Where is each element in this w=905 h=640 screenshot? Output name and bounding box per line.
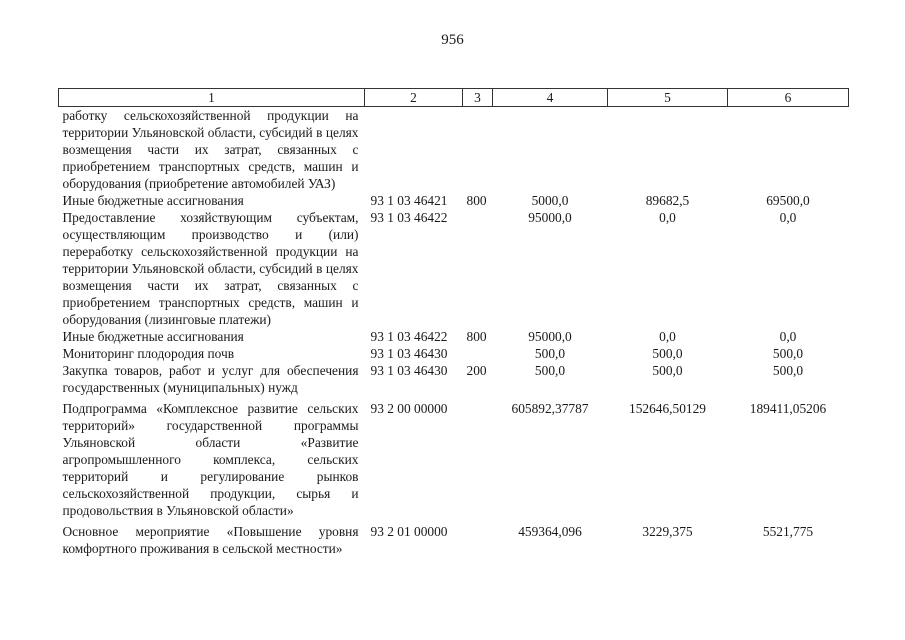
row-value-2: 3229,375 [642, 524, 693, 539]
row-expense-type: 200 [466, 363, 487, 378]
row-value-2: 0,0 [659, 210, 676, 225]
row-value-3: 500,0 [772, 346, 804, 361]
row-value-3: 0,0 [779, 210, 797, 225]
table-row [59, 107, 849, 193]
row-expense-type: 800 [466, 193, 487, 208]
header-col-5: 5 [608, 89, 728, 107]
row-expense-type [463, 107, 493, 193]
row-value-3: 500,0 [772, 363, 804, 378]
header-col-2: 2 [365, 89, 463, 107]
row-description: Мониторинг плодородия почв [62, 346, 235, 361]
row-value-1: 5000,0 [531, 193, 569, 208]
row-code: 93 1 03 46422 [370, 329, 448, 344]
row-code: 93 2 00 00000 [370, 401, 448, 416]
row-value-3: 189411,05206 [749, 401, 827, 416]
row-value-2: 500,0 [652, 363, 683, 378]
row-value-3: 0,0 [779, 329, 797, 344]
row-value-1: 605892,37787 [511, 401, 589, 416]
row-expense-type [463, 400, 493, 523]
header-col-1: 1 [59, 89, 365, 107]
table-row [59, 209, 849, 328]
table-row [59, 400, 849, 523]
header-col-3: 3 [463, 89, 493, 107]
row-value-2: 89682,5 [645, 193, 690, 208]
row-value-2: 500,0 [652, 346, 683, 361]
row-code [365, 107, 463, 193]
row-description: Иные бюджетные ассигнования [62, 329, 244, 344]
row-value-3: 69500,0 [766, 193, 810, 208]
row-value-1: 459364,096 [518, 524, 582, 539]
table-row [59, 345, 849, 362]
row-value-1 [493, 107, 608, 193]
row-value-2: 0,0 [659, 329, 676, 344]
row-description: Подпрограмма «Комплексное развитие сельских территорий» государственной программы Ульяновской области «Развитие агропромышленного комплекса, сельских территорий и регулирование рынков сельскохозяйственной продукции, сырья и продовольствия в Ульяновской области» [62, 401, 359, 518]
header-col-6: 6 [728, 89, 849, 107]
row-description: Основное мероприятие «Повышение уровня комфортного проживания в сельской местности» [62, 524, 359, 556]
row-value-1: 95000,0 [528, 210, 572, 225]
header-col-4: 4 [493, 89, 608, 107]
row-expense-type [463, 345, 493, 362]
table-row [59, 192, 849, 209]
row-code: 93 1 03 46421 [370, 193, 448, 208]
row-value-1: 500,0 [534, 346, 566, 361]
page-number: 956 [441, 32, 464, 48]
budget-table [58, 88, 849, 557]
row-description: Закупка товаров, работ и услуг для обеспечения государственных (муниципальных) нужд [62, 363, 359, 395]
row-value-2 [608, 107, 728, 193]
row-value-1: 95000,0 [528, 329, 572, 344]
row-value-3: 5521,775 [762, 524, 814, 539]
row-code: 93 1 03 46430 [370, 363, 448, 378]
table-row [59, 523, 849, 557]
row-description: Предоставление хозяйствующим субъектам, осуществляющим производство и (или) переработку сельскохозяйственной продукции на территории Ульяновской области, субсидий в целях возмещения части их затрат, связанных с приобретением транспортных средств, машин и оборудования (лизинговые платежи) [62, 210, 359, 327]
row-expense-type: 800 [466, 329, 487, 344]
row-value-1: 500,0 [534, 363, 566, 378]
table-row [59, 328, 849, 345]
row-description: Иные бюджетные ассигнования [62, 193, 244, 208]
row-expense-type [463, 209, 493, 328]
row-code: 93 1 03 46422 [370, 210, 448, 225]
row-code: 93 1 03 46430 [370, 346, 448, 361]
row-description: работку сельскохозяйственной продукции на территории Ульяновской области, субсидий в целях возмещения части их затрат, связанных с приобретением транспортных средств, машин и оборудования (приобретение автомобилей УАЗ) [62, 108, 359, 191]
row-value-2: 152646,50129 [629, 401, 706, 416]
row-value-3 [728, 107, 849, 193]
table-row [59, 362, 849, 400]
row-expense-type [463, 523, 493, 557]
header-row [59, 89, 849, 107]
row-code: 93 2 01 00000 [370, 524, 448, 539]
